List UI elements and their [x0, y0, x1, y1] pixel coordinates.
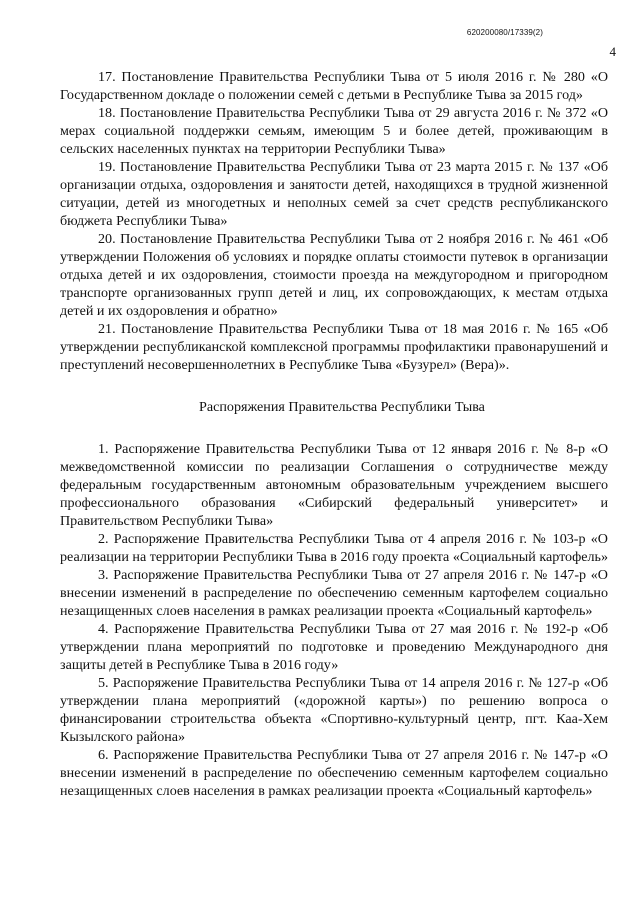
resolution-item-18: 18. Постановление Правительства Республики Тыва от 29 августа 2016 г. № 372 «О мерах социальной поддержки семьям, имеющим 5 и более детей, проживающим в сельских населенных пунктах на территории Республики Тыва»	[60, 105, 608, 157]
document-code: 620200080/17339(2)	[466, 28, 543, 37]
order-item-5: 5. Распоряжение Правительства Республики Тыва от 14 апреля 2016 г. № 127-р «Об утверждении плана мероприятий («дорожной карты») по решению вопроса о финансировании строительства объекта «Спортивно-культурный центр, пгт. Каа-Хем Кызылского района»	[60, 675, 608, 745]
page-number: 4	[609, 44, 616, 59]
resolution-item-21: 21. Постановление Правительства Республики Тыва от 18 мая 2016 г. № 165 «Об утверждении республиканской комплексной программы профилактики правонарушений и преступлений несовершеннолетних в Республике Тыва «Бузурел» (Вера)».	[60, 321, 608, 373]
order-item-6: 6. Распоряжение Правительства Республики Тыва от 27 апреля 2016 г. № 147-р «О внесении изменений в распределение по обеспечению семенным картофелем социально незащищенных слоев населения в рамках реализации проекта «Социальный картофель»	[60, 747, 608, 799]
order-item-3: 3. Распоряжение Правительства Республики Тыва от 27 апреля 2016 г. № 147-р «О внесении изменений в распределение по обеспечению семенным картофелем социально незащищенных слоев населения в рамках реализации проекта «Социальный картофель»	[60, 567, 608, 619]
section-title: Распоряжения Правительства Республики Тыва	[199, 399, 485, 415]
document-body	[60, 68, 608, 800]
resolution-item-20: 20. Постановление Правительства Республики Тыва от 2 ноября 2016 г. № 461 «Об утверждении Положения об условиях и порядке оплаты стоимости путевок в организации отдыха детей и их оздоровления, стоимости проезда на междугородном и пригородном транспорте организованных групп детей и лиц, их сопровождающих, к местам отдыха детей и их оздоровления и обратно»	[60, 231, 608, 319]
order-item-1: 1. Распоряжение Правительства Республики Тыва от 12 января 2016 г. № 8-р «О межведомственной комиссии по реализации Соглашения о сотрудничестве между федеральным государственным автономным образовательным учреждением высшего профессионального образования «Сибирский федеральный университет» и Правительством Республики Тыва»	[60, 441, 608, 529]
order-item-2: 2. Распоряжение Правительства Республики Тыва от 4 апреля 2016 г. № 103-р «О реализации на территории Республики Тыва в 2016 году проекта «Социальный картофель»	[60, 531, 608, 565]
order-item-4: 4. Распоряжение Правительства Республики Тыва от 27 мая 2016 г. № 192-р «Об утверждении плана мероприятий по подготовке и проведению Международного дня защиты детей в Республике Тыва в 2016 году»	[60, 621, 608, 673]
resolution-item-19: 19. Постановление Правительства Республики Тыва от 23 марта 2015 г. № 137 «Об организации отдыха, оздоровления и занятости детей, находящихся в трудной жизненной ситуации, детей из многодетных и неполных семей за счет средств республиканского бюджета Республики Тыва»	[60, 159, 608, 229]
resolution-item-17: 17. Постановление Правительства Республики Тыва от 5 июля 2016 г. № 280 «О Государственном докладе о положении семей с детьми в Республике Тыва за 2015 год»	[60, 69, 608, 103]
